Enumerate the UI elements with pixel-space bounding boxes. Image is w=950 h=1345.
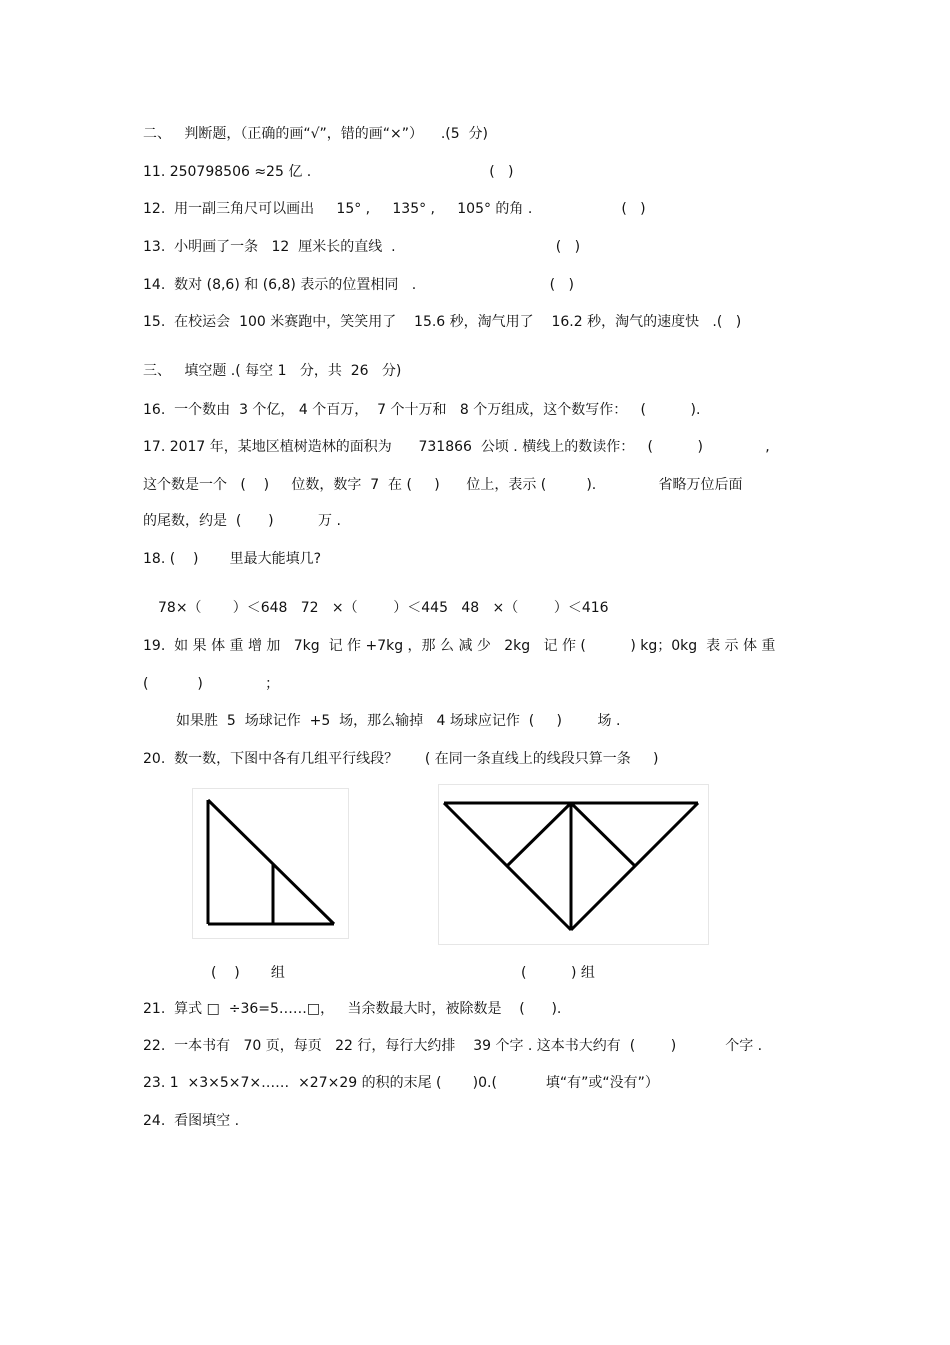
question-19-line3: 如果胜 5 场球记作 +5 场，那么输掉 4 场球应记作 ( ) 场 . bbox=[176, 713, 621, 729]
question-20-answer-right: ( ) 组 bbox=[521, 965, 595, 981]
question-13: 13. 小明画了一条 12 厘米长的直线 . ( ) bbox=[143, 239, 581, 255]
figure-inverted-triangle bbox=[438, 784, 710, 946]
question-20-answer-left: ( ) 组 bbox=[211, 965, 285, 981]
question-19-line2: ( ) ； bbox=[143, 676, 280, 692]
question-21: 21. 算式 □ ÷36=5……□， 当余数最大时，被除数是 ( ). bbox=[143, 1001, 562, 1017]
question-23: 23. 1 ×3×5×7×…… ×27×29 的积的末尾 ( )0.( 填“有”或“没有”） bbox=[143, 1075, 659, 1091]
question-15: 15. 在校运会 100 米赛跑中，笑笑用了 15.6 秒，淘气用了 16.2 秒，淘气的速度快 .( ) bbox=[143, 314, 742, 330]
question-17-line1: 17. 2017 年，某地区植树造林的面积为 731866 公顷 . 横线上的数读作： ( ) , bbox=[143, 439, 770, 455]
question-16: 16. 一个数由 3 个亿， 4 个百万， 7 个十万和 8 个万组成，这个数写作： ( ). bbox=[143, 402, 701, 418]
section2-header: 二、 判断题，（正确的画“√”，错的画“×”） .(5 分) bbox=[143, 126, 488, 142]
question-17-line2: 这个数是一个 ( ) 位数，数字 7 在 ( ) 位上，表示 ( ). 省略万位后面 bbox=[143, 477, 743, 493]
question-12: 12. 用一副三角尺可以画出 15° , 135° , 105° 的角 . ( ) bbox=[143, 201, 646, 217]
question-24: 24. 看图填空 . bbox=[143, 1113, 240, 1129]
question-20: 20. 数一数，下图中各有几组平行线段？ ( 在同一条直线上的线段只算一条 ) bbox=[143, 751, 659, 767]
question-17-line3: 的尾数，约是 ( ) 万 . bbox=[143, 513, 341, 529]
question-18: 18. ( ) 里最大能填几? bbox=[143, 551, 322, 567]
question-19-line1: 19. 如 果 体 重 增 加 7kg 记 作 +7kg ，那 么 减 少 2kg 记 作 ( ) kg；0kg 表 示 体 重 bbox=[143, 638, 776, 654]
figure-right-triangle bbox=[192, 788, 350, 940]
question-18-items: 78×（ ）＜648 72 ×（ ）＜445 48 ×（ ）＜416 bbox=[158, 600, 609, 616]
section3-header: 三、 填空题 .( 每空 1 分，共 26 分) bbox=[143, 363, 402, 379]
question-14: 14. 数对 (8,6) 和 (6,8) 表示的位置相同 . ( ) bbox=[143, 277, 574, 293]
question-22: 22. 一本书有 70 页，每页 22 行，每行大约排 39 个字 . 这本书大约有 ( ) 个字 . bbox=[143, 1038, 763, 1054]
question-11: 11. 250798506 ≈25 亿 . ( ) bbox=[143, 164, 514, 180]
